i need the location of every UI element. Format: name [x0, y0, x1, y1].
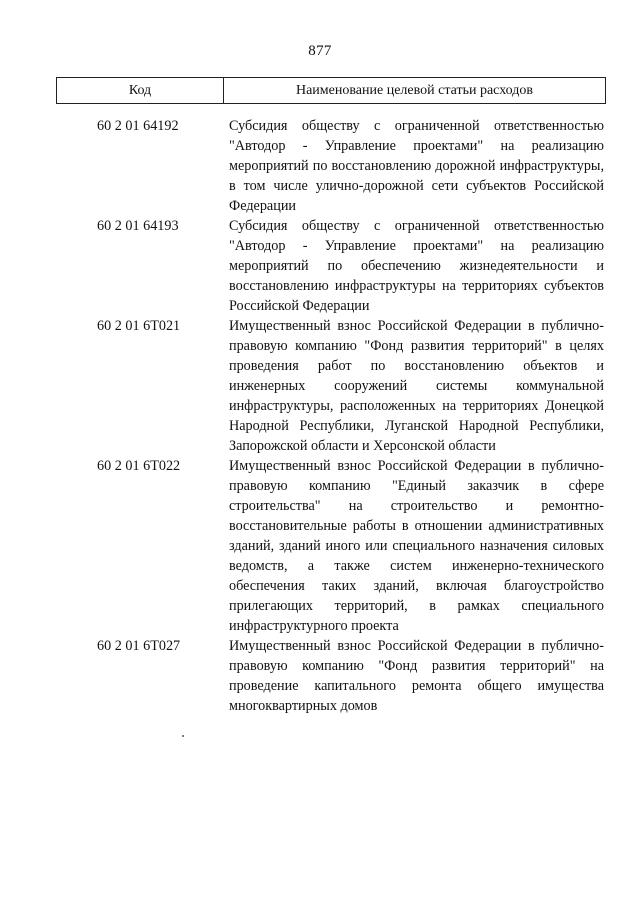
- scan-speck: [182, 735, 184, 737]
- row-description: Имущественный взнос Российской Федерации в публично-правовую компанию "Единый заказчик в сфере строительства" на строительство и ремонтно-восстановительные работы в отношении административных зданий, зданий иного или специального назначения силовых ведомств, а также систем инженерно-технического обеспечения таких зданий, включая благоустройство прилегающих территорий, в рамках специального инфраструктурного проекта: [229, 458, 604, 634]
- table-header: [56, 77, 606, 104]
- table-row: [0, 216, 640, 316]
- table-row: [0, 116, 640, 216]
- row-code: 60 2 01 64192: [97, 118, 179, 134]
- table-row: [0, 316, 640, 456]
- row-code: 60 2 01 6T027: [97, 638, 181, 654]
- header-name-column: Наименование целевой статьи расходов: [295, 83, 534, 98]
- row-code: 60 2 01 64193: [97, 218, 179, 234]
- row-description: Субсидия обществу с ограниченной ответственностью "Автодор - Управление проектами" на реализацию мероприятий по восстановлению дорожной инфраструктуры, в том числе улично-дорожной сети субъектов Российской Федерации: [229, 118, 604, 214]
- page-number: 877: [308, 43, 332, 59]
- table-row: [0, 456, 640, 636]
- header-code-column: Код: [57, 78, 224, 103]
- expense-table-body: [0, 116, 640, 716]
- row-description: Субсидия обществу с ограниченной ответственностью "Автодор - Управление проектами" на реализацию мероприятий по обеспечению жизнедеятельности и восстановлению инфраструктуры на территориях субъектов Российской Федерации: [229, 218, 604, 314]
- row-description: Имущественный взнос Российской Федерации в публично-правовую компанию "Фонд развития территорий" на проведение капитального ремонта общего имущества многоквартирных домов: [229, 638, 604, 714]
- row-code: 60 2 01 6T022: [97, 458, 181, 474]
- row-description: Имущественный взнос Российской Федерации в публично-правовую компанию "Фонд развития территорий" в целях проведения работ по восстановлению объектов и инженерных сооружений системы коммунальной инфраструктуры, расположенных на территориях Донецкой Народной Республики, Луганской Народной Республики, Запорожской области и Херсонской области: [229, 318, 604, 454]
- row-code: 60 2 01 6T021: [97, 318, 181, 334]
- table-row: [0, 636, 640, 716]
